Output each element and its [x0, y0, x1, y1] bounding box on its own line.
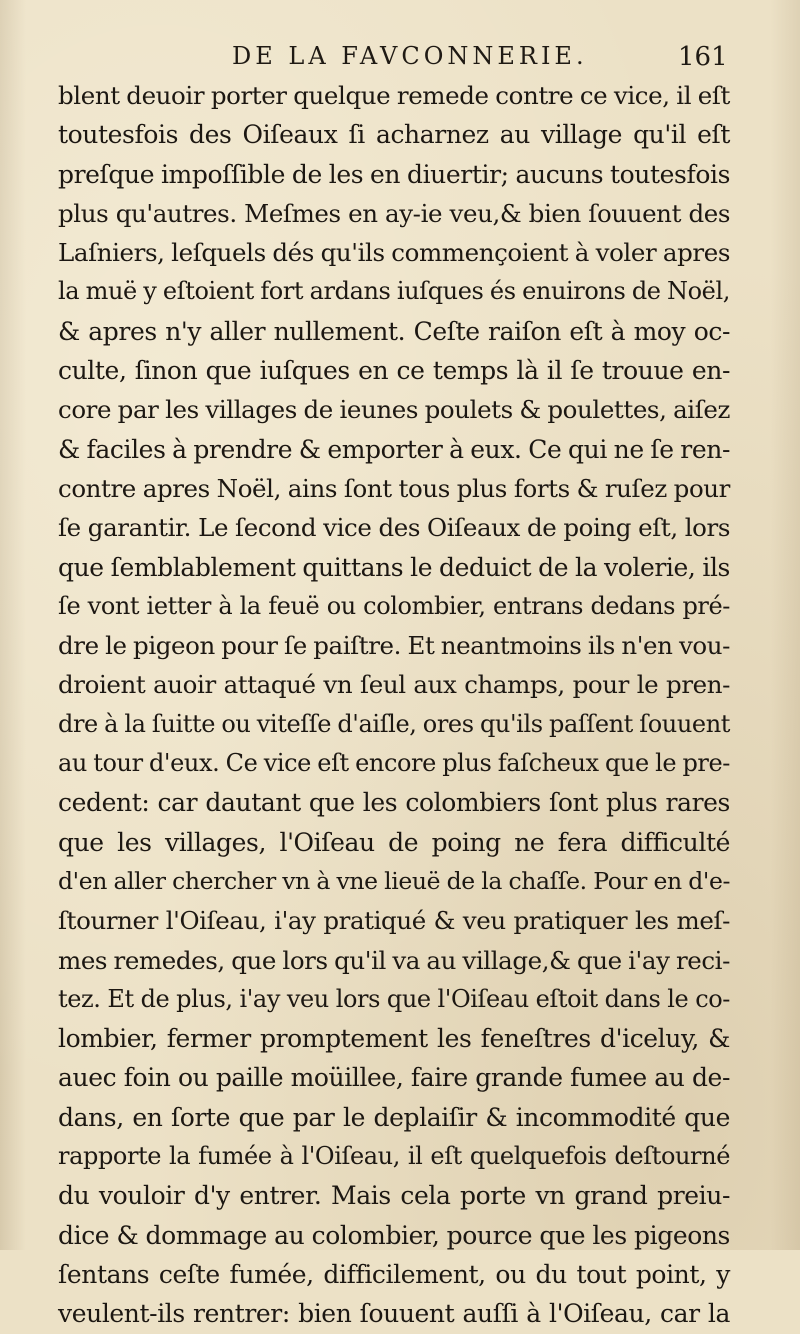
- text-line: mes remedes, que lors qu'il va au village,& que i'ay reci-: [58, 945, 730, 975]
- text-line: toutesfois des Oiſeaux ſi acharnez au village qu'il eſt: [58, 120, 730, 150]
- text-line: Laſniers, leſquels dés qu'ils commençoient à voler apres: [58, 238, 730, 268]
- page-number: 161: [678, 42, 728, 72]
- text-line: lombier, fermer promptement les feneſtres d'iceluy, &: [58, 1024, 730, 1054]
- text-line: dre à la ſuitte ou viteſſe d'aiſle, ores qu'ils paſſent ſouuent: [58, 709, 730, 738]
- text-line: & faciles à prendre & emporter à eux. Ce qui ne ſe ren-: [58, 434, 730, 464]
- text-line: la muë y eſtoient fort ardans iuſques és enuirons de Noël,: [58, 277, 730, 306]
- text-line: au tour d'eux. Ce vice eſt encore plus faſcheux que le pre-: [58, 749, 730, 778]
- text-line: blent deuoir porter quelque remede contre ce vice, il eſt: [58, 81, 730, 110]
- text-line: dans, en ſorte que par le deplaiſir & incommodité que: [58, 1102, 730, 1132]
- text-line: core par les villages de ieunes poulets & poulettes, aiſez: [58, 395, 730, 425]
- page-header: [0, 38, 800, 78]
- text-line: dice & dommage au colombier, pource que les pigeons: [58, 1220, 730, 1250]
- body-text: [58, 76, 730, 1334]
- text-line: cedent: car dautant que les colombiers ſont plus rares: [58, 788, 730, 818]
- text-line: d'en aller chercher vn à vne lieuë de la chaſſe. Pour en d'e-: [58, 866, 730, 895]
- text-line: rapporte la fumée à l'Oiſeau, il eſt quelquefois deſtourné: [58, 1142, 730, 1171]
- text-line: que les villages, l'Oiſeau de poing ne fera difficulté: [58, 827, 730, 857]
- text-line: ſe garantir. Le ſecond vice des Oiſeaux de poing eſt, lors: [58, 513, 730, 543]
- text-line: dre le pigeon pour ſe paiſtre. Et neantmoins ils n'en vou-: [58, 631, 730, 661]
- text-line: culte, ſinon que iuſques en ce temps là il ſe trouue en-: [58, 356, 730, 386]
- text-line: que ſemblablement quittans le deduict de la volerie, ils: [58, 552, 730, 582]
- text-line: tez. Et de plus, i'ay veu lors que l'Oiſeau eſtoit dans le co-: [58, 984, 730, 1013]
- text-line: ſtourner l'Oiſeau, i'ay pratiqué & veu pratiquer les meſ-: [58, 906, 730, 936]
- text-line: droient auoir attaqué vn ſeul aux champs, pour le pren-: [58, 670, 730, 700]
- running-head: DE LA FAVCONNERIE.: [232, 42, 588, 70]
- text-line: ſentans ceſte fumée, difficilement, ou du tout point, y: [58, 1259, 730, 1289]
- text-line: contre apres Noël, ains ſont tous plus forts & ruſez pour: [58, 473, 730, 503]
- text-line: veulent-ils rentrer: bien ſouuent auſſi à l'Oiſeau, car la: [58, 1299, 730, 1329]
- text-line: du vouloir d'y entrer. Mais cela porte vn grand preiu-: [58, 1181, 730, 1211]
- text-line: ſe vont ietter à la feuë ou colombier, entrans dedans pré-: [58, 591, 730, 620]
- text-line: auec foin ou paille moüillee, faire grande fumee au de-: [58, 1063, 730, 1093]
- text-line: plus qu'autres. Meſmes en ay-ie veu,& bien ſouuent des: [58, 198, 730, 228]
- text-line: & apres n'y aller nullement. Ceſte raiſon eſt à moy oc-: [58, 316, 730, 346]
- text-line: preſque impoſſible de les en diuertir; aucuns toutesfois: [58, 159, 730, 189]
